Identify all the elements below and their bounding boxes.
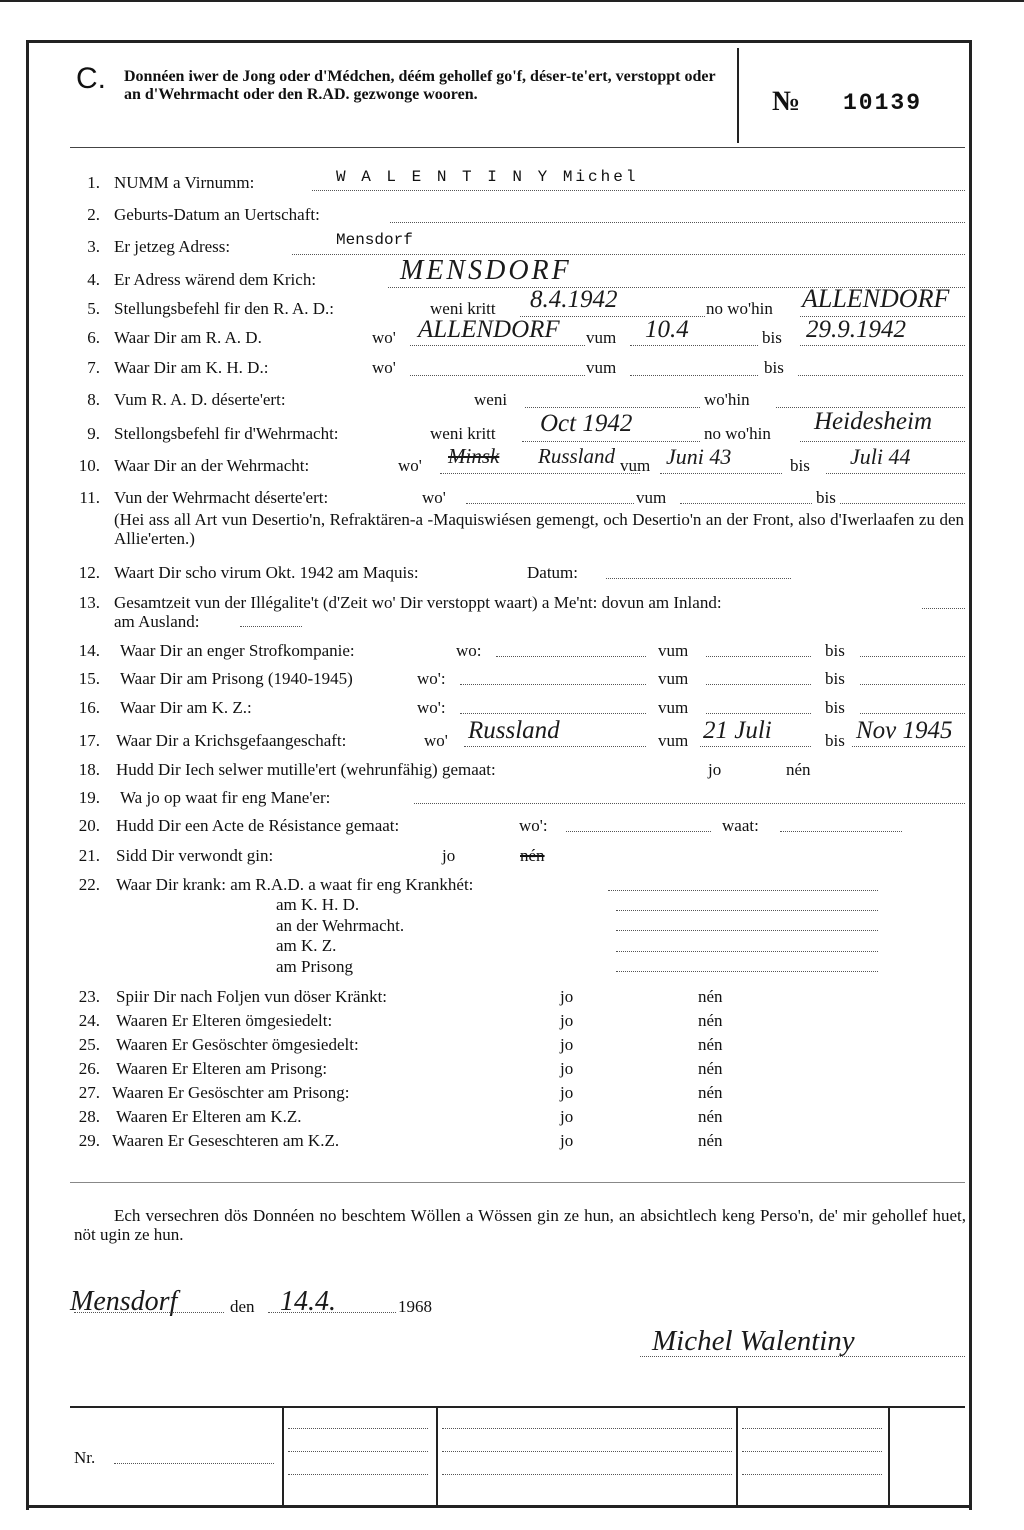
field-line xyxy=(288,1428,428,1429)
field-line xyxy=(114,1463,274,1464)
field-line xyxy=(680,503,812,504)
field-line xyxy=(288,1474,428,1475)
line-number: 15. xyxy=(78,669,100,688)
wehrmacht-from: Juni 43 xyxy=(666,444,732,469)
bis-label: bis xyxy=(816,488,836,507)
field-label: Waar Dir am K. Z.: xyxy=(120,698,252,717)
vum-label: vum xyxy=(586,328,617,347)
field-label: Waar Dir am Prisong (1940-1945) xyxy=(120,669,353,688)
line-number: 13. xyxy=(78,593,100,612)
wehrmacht-order-date: Oct 1942 xyxy=(540,410,633,437)
frame-border-left xyxy=(26,40,29,1510)
field-line xyxy=(840,503,965,504)
captivity-to: Nov 1945 xyxy=(856,717,953,744)
bis-label: bis xyxy=(762,328,782,347)
field-line xyxy=(742,1451,882,1452)
field-line xyxy=(706,656,811,657)
address-value: Mensdorf xyxy=(336,231,413,249)
field-line xyxy=(442,1451,732,1452)
field-line xyxy=(742,1474,882,1475)
signing-place: Mensdorf xyxy=(70,1286,178,1317)
jo-option: jo xyxy=(708,760,722,779)
rad-to: 29.9.1942 xyxy=(806,316,906,343)
field-line xyxy=(440,473,640,474)
header-text: Donnéen iwer de Jong oder d'Médchen, déém gehollef go'f, déser-te'ert, verstoppt oder an d'Wehrmacht oder den R.AD. gezwonge wooren. xyxy=(124,68,716,103)
line-number: 8. xyxy=(87,390,100,409)
field-label: Stellungsbefehl fir den R. A. D.: xyxy=(114,299,335,318)
form-number: 10139 xyxy=(843,90,923,116)
declaration-text: Ech versechren dös Donnéen no beschtem Wöllen a Wössen gin ze hun, an absichtlech keng Perso'n, de' mir gehollef huet, nöt ugin ze hun. xyxy=(74,1206,966,1244)
frame-border-right xyxy=(969,40,972,1510)
field-label: Waart Dir scho virum Okt. 1942 am Maquis: xyxy=(114,563,419,582)
field-line xyxy=(606,578,791,579)
wehrmacht-to: Juli 44 xyxy=(850,444,911,469)
wo-label: wo' xyxy=(398,456,422,475)
field-label: Waaren Er Elteren ömgesiedelt: xyxy=(116,1011,333,1030)
den-label: den xyxy=(230,1297,255,1316)
field-line xyxy=(410,375,585,376)
nowohin-label: no wo'hin xyxy=(704,424,771,443)
wo-label: wo' xyxy=(422,488,446,507)
line-number: 1. xyxy=(87,173,100,192)
line-number: 21. xyxy=(78,846,100,865)
field-line xyxy=(798,375,963,376)
field-line xyxy=(292,254,965,255)
field-label: Hudd Dir Iech selwer mutille'ert (wehrunfähig) gemaat: xyxy=(116,760,496,779)
field-line xyxy=(460,713,646,714)
field-label: Vun der Wehrmacht déserte'ert: xyxy=(114,488,329,507)
line-number: 9. xyxy=(87,424,100,443)
field-line xyxy=(522,441,700,442)
vum-label: vum xyxy=(658,698,689,717)
line-number: 7. xyxy=(87,358,100,377)
field-label: Gesamtzeit vun der Illégalite't (d'Zeit wo' Dir verstoppt waart) a Me'nt: dovun am Inland: xyxy=(114,593,722,612)
line-number: 3. xyxy=(87,237,100,256)
line-number: 4. xyxy=(87,270,100,289)
weni-label: weni kritt xyxy=(430,299,496,318)
weni-label: weni xyxy=(474,390,508,409)
vum-label: vum xyxy=(658,731,689,750)
bis-label: bis xyxy=(825,641,845,660)
desertion-note: (Hei ass all Art vun Desertio'n, Refraktären-a -Maquiswiésen gemengt, och Desertio'n an der Front, also d'Iwerlaafen zu den Allie'erten.) xyxy=(114,510,964,548)
nen-option: nén xyxy=(698,1035,723,1054)
wehrmacht-order-place: Heidesheim xyxy=(814,408,933,435)
field-line xyxy=(240,626,302,627)
field-line xyxy=(742,1428,882,1429)
nen-option: nén xyxy=(698,1083,723,1102)
frame-border-top xyxy=(26,40,972,43)
field-line xyxy=(460,684,646,685)
field-label: Er jetzeg Adress: xyxy=(114,237,231,256)
grid-divider xyxy=(736,1406,738,1506)
wo-label: wo: xyxy=(456,641,482,660)
signing-year: 1968 xyxy=(398,1297,432,1316)
field-line xyxy=(312,190,965,191)
grid-rule-top xyxy=(70,1406,965,1408)
field-line xyxy=(410,345,585,346)
line-number: 24. xyxy=(78,1011,100,1030)
registry-grid xyxy=(70,1406,965,1506)
vum-label: vum xyxy=(586,358,617,377)
nr-label: Nr. xyxy=(74,1448,96,1467)
number-sign: № xyxy=(772,86,801,117)
datum-label: Datum: xyxy=(527,563,578,582)
nen-option: nén xyxy=(698,1059,723,1078)
line-number: 18. xyxy=(78,760,100,779)
field-line xyxy=(630,345,758,346)
field-line xyxy=(860,713,965,714)
field-label: Stellongsbefehl fir d'Wehrmacht: xyxy=(114,424,339,443)
section-letter: C. xyxy=(76,62,106,95)
line-number: 14. xyxy=(78,641,100,660)
rad-order-place: ALLENDORF xyxy=(802,284,950,313)
field-label: Waar Dir an der Wehrmacht: xyxy=(114,456,310,475)
captivity-place: Russland xyxy=(468,717,560,744)
field-label: Waar Dir am K. H. D.: xyxy=(114,358,269,377)
line-number: 20. xyxy=(78,816,100,835)
bis-label: bis xyxy=(790,456,810,475)
wo-label: wo' xyxy=(424,731,448,750)
field-label: NUMM a Virnumm: xyxy=(114,173,255,192)
wo-label: wo' xyxy=(372,328,396,347)
field-line xyxy=(466,503,634,504)
jo-option: jo xyxy=(442,846,456,865)
line-number: 16. xyxy=(78,698,100,717)
illness-sub-wehrmacht: an der Wehrmacht. xyxy=(276,916,405,935)
field-line xyxy=(860,684,965,685)
line-number: 19. xyxy=(78,788,100,807)
field-label: Hudd Dir een Acte de Résistance gemaat: xyxy=(116,816,400,835)
line-number: 17. xyxy=(78,731,100,750)
rad-place: ALLENDORF xyxy=(418,316,560,343)
line-number: 11. xyxy=(79,488,100,507)
line-number: 25. xyxy=(78,1035,100,1054)
field-line xyxy=(700,746,811,747)
nen-option: nén xyxy=(698,1011,723,1030)
rad-from: 10.4 xyxy=(645,316,689,343)
jo-option: jo xyxy=(560,987,574,1006)
field-line xyxy=(442,1474,732,1475)
field-line xyxy=(780,831,902,832)
jo-option: jo xyxy=(560,1011,574,1030)
captivity-from: 21 Juli xyxy=(703,717,772,744)
grid-divider xyxy=(282,1406,284,1506)
waat-label: waat: xyxy=(722,816,759,835)
wehrmacht-place: Russland xyxy=(538,444,616,468)
field-line xyxy=(525,407,700,408)
line-number: 2. xyxy=(87,205,100,224)
field-label: Sidd Dir verwondt gin: xyxy=(116,846,274,865)
field-label: Waaren Er Elteren am Prisong: xyxy=(116,1059,328,1078)
wo-label: wo' xyxy=(372,358,396,377)
nowohin-label: no wo'hin xyxy=(706,299,773,318)
field-label: Waaren Er Gesöschter am Prisong: xyxy=(112,1083,350,1102)
line-number: 10. xyxy=(78,456,100,475)
weni-label: weni kritt xyxy=(430,424,496,443)
nen-option-struck: nén xyxy=(520,846,545,865)
field-label: Waar Dir krank: am R.A.D. a waat fir eng Krankhét: xyxy=(116,875,474,894)
bis-label: bis xyxy=(825,731,845,750)
illness-sub-kz: am K. Z. xyxy=(276,936,337,955)
field-label: Waaren Er Gesöschter ömgesiedelt: xyxy=(116,1035,359,1054)
struck-place: Minsk xyxy=(448,444,500,468)
field-line xyxy=(616,930,878,931)
line-number: 23. xyxy=(78,987,100,1006)
field-line xyxy=(566,831,711,832)
wo-label: wo': xyxy=(417,669,446,688)
line-number: 28. xyxy=(78,1107,100,1126)
signature: Michel Walentiny xyxy=(652,1325,855,1357)
line-number: 27. xyxy=(78,1083,100,1102)
line-number: 6. xyxy=(87,328,100,347)
field-line xyxy=(390,222,965,223)
nen-option: nén xyxy=(698,1131,723,1150)
field-label: Waar Dir a Krichsgefaangeschaft: xyxy=(116,731,347,750)
field-line xyxy=(706,684,811,685)
wo-label: wo': xyxy=(519,816,548,835)
field-label: Waaren Er Geseschteren am K.Z. xyxy=(112,1131,340,1150)
top-rule xyxy=(0,0,1024,2)
grid-divider xyxy=(436,1406,438,1506)
line-number: 29. xyxy=(78,1131,100,1150)
vum-label: vum xyxy=(658,641,689,660)
jo-option: jo xyxy=(560,1083,574,1102)
field-line xyxy=(826,473,965,474)
bis-label: bis xyxy=(825,669,845,688)
line-number: 26. xyxy=(78,1059,100,1078)
field-label: Wa jo op waat fir eng Mane'er: xyxy=(120,788,331,807)
illness-sub-khd: am K. H. D. xyxy=(276,895,360,914)
bis-label: bis xyxy=(825,698,845,717)
field-line xyxy=(800,441,965,442)
field-line xyxy=(414,803,965,804)
signing-date: 14.4. xyxy=(280,1286,336,1317)
bis-label: bis xyxy=(764,358,784,377)
field-line xyxy=(800,345,965,346)
field-line xyxy=(922,608,965,609)
field-line xyxy=(660,473,782,474)
wartime-address-handwritten: MENSDORF xyxy=(400,255,572,286)
wo-label: wo': xyxy=(417,698,446,717)
field-line xyxy=(442,1428,732,1429)
field-label-2: am Ausland: xyxy=(114,612,200,631)
field-line xyxy=(860,656,965,657)
jo-option: jo xyxy=(560,1059,574,1078)
vum-label: vum xyxy=(620,456,651,475)
field-line xyxy=(616,910,878,911)
jo-option: jo xyxy=(560,1107,574,1126)
field-line xyxy=(496,656,646,657)
rad-order-date: 8.4.1942 xyxy=(530,286,618,313)
header-rule xyxy=(70,147,965,148)
field-label: Vum R. A. D. déserte'ert: xyxy=(114,390,286,409)
vum-label: vum xyxy=(636,488,667,507)
grid-divider xyxy=(888,1406,890,1506)
field-line xyxy=(608,890,878,891)
field-line xyxy=(616,971,878,972)
jo-option: jo xyxy=(560,1131,574,1150)
vum-label: vum xyxy=(658,669,689,688)
field-label: Waar Dir an enger Strofkompanie: xyxy=(120,641,355,660)
nen-option: nén xyxy=(786,760,811,779)
field-line xyxy=(852,746,965,747)
field-line xyxy=(616,951,878,952)
field-line xyxy=(630,375,758,376)
line-number: 22. xyxy=(78,875,100,894)
header-divider xyxy=(737,48,739,143)
field-line xyxy=(464,746,646,747)
field-line xyxy=(288,1451,428,1452)
field-label: Geburts-Datum an Uertschaft: xyxy=(114,205,320,224)
field-label: Spiir Dir nach Foljen vun döser Kränkt: xyxy=(116,987,388,1006)
jo-option: jo xyxy=(560,1035,574,1054)
field-label: Er Adress wärend dem Krich: xyxy=(114,270,317,289)
nen-option: nén xyxy=(698,1107,723,1126)
nen-option: nén xyxy=(698,987,723,1006)
illness-sub-prisong: am Prisong xyxy=(276,957,353,976)
line-number: 5. xyxy=(87,299,100,318)
field-label: Waar Dir am R. A. D. xyxy=(114,328,262,347)
wohin-label: wo'hin xyxy=(704,390,750,409)
name-value: W A L E N T I N Y Michel xyxy=(336,168,639,186)
field-line xyxy=(706,713,811,714)
line-number: 12. xyxy=(78,563,100,582)
field-label: Waaren Er Elteren am K.Z. xyxy=(116,1107,302,1126)
section-divider xyxy=(70,1182,965,1183)
